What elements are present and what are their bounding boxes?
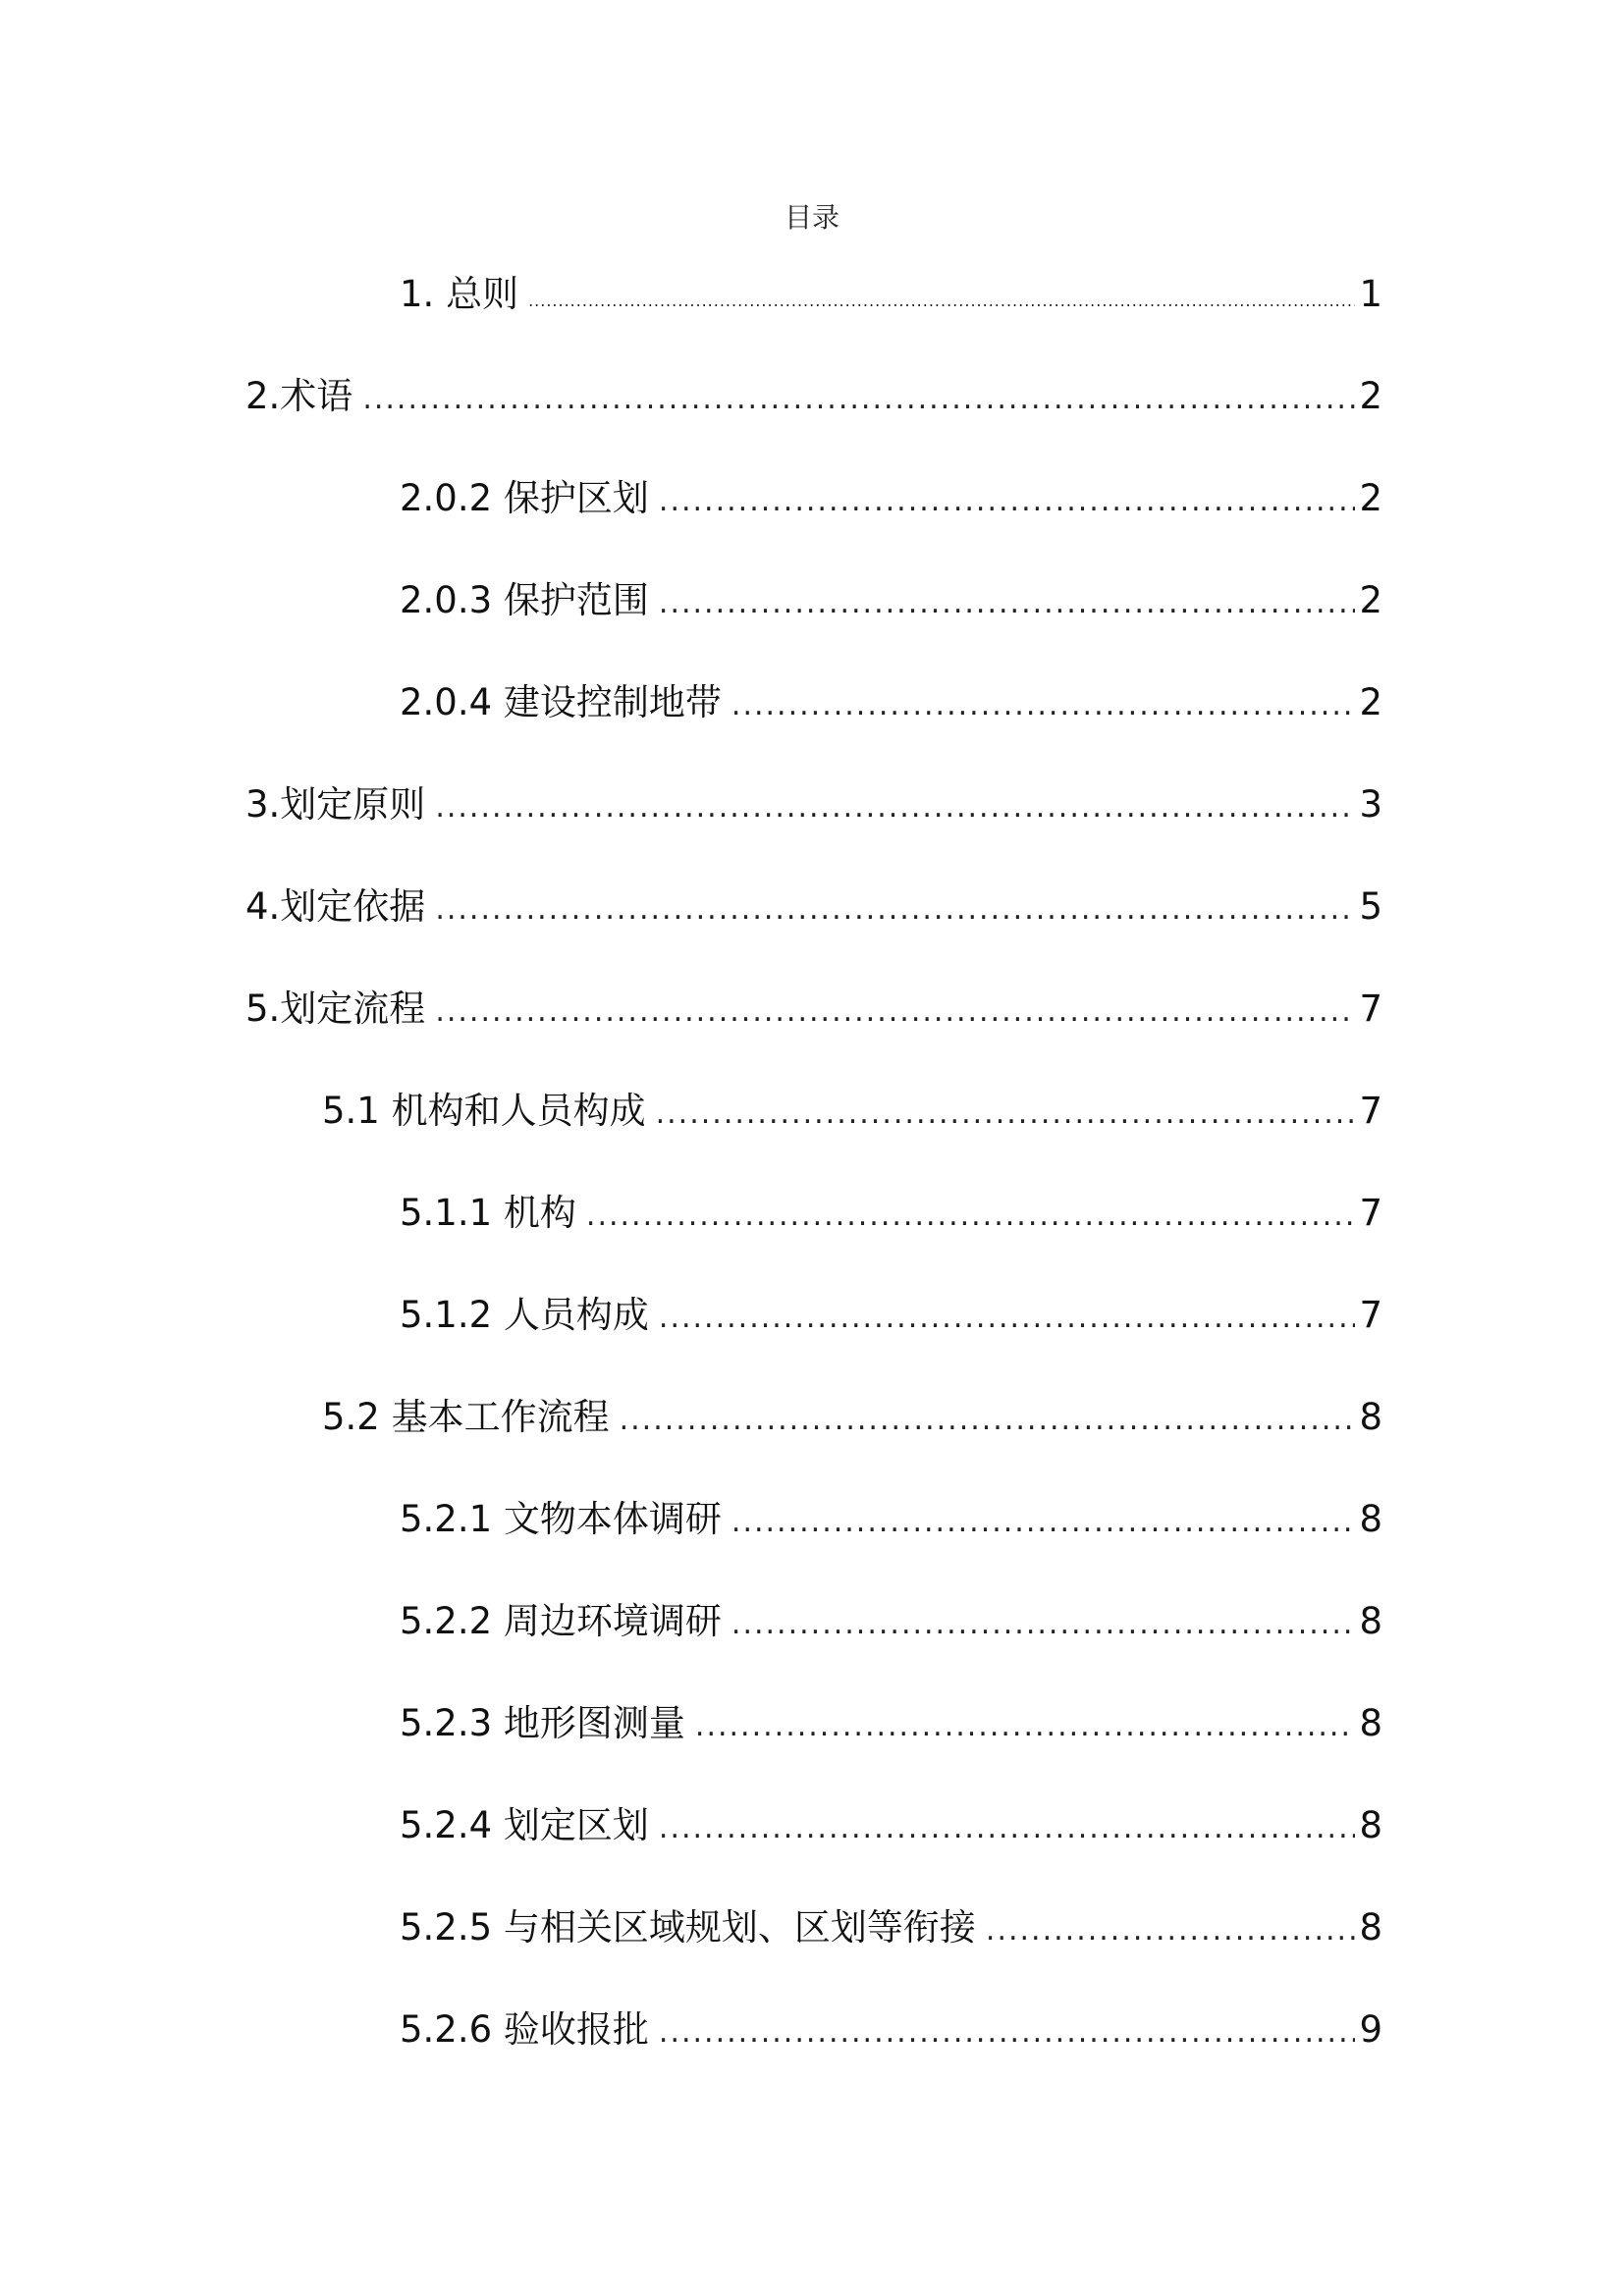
toc-entry-label: 2.0.2 保护区划 xyxy=(400,477,649,519)
toc-entry-page: 7 xyxy=(1359,988,1382,1030)
toc-entry-page: 8 xyxy=(1359,1600,1382,1642)
toc-entry-label: 5.2 基本工作流程 xyxy=(322,1396,610,1438)
toc-entry-page: 8 xyxy=(1359,1702,1382,1744)
toc-entry-page: 8 xyxy=(1359,1804,1382,1846)
toc-entry[interactable] xyxy=(400,571,1382,630)
toc-entry-page: 1 xyxy=(1359,273,1382,315)
toc-entry[interactable] xyxy=(400,1898,1382,1957)
toc-entry[interactable] xyxy=(245,980,1382,1039)
toc-entry-label: 5.1 机构和人员构成 xyxy=(322,1090,646,1132)
toc-entry-label: 2.0.3 保护范围 xyxy=(400,579,649,621)
toc-leader-dots xyxy=(731,676,1356,735)
toc-entry[interactable] xyxy=(400,2001,1382,2059)
toc-entry-label: 5.2.1 文物本体调研 xyxy=(400,1498,722,1540)
toc-leader-dots xyxy=(620,1391,1356,1450)
toc-entry-label: 5.划定流程 xyxy=(245,988,426,1030)
toc-leader-dots xyxy=(986,1901,1356,1960)
toc-entry[interactable] xyxy=(400,1286,1382,1345)
toc-entry-label: 5.2.3 地形图测量 xyxy=(400,1702,685,1744)
toc-entry-page: 2 xyxy=(1359,681,1382,723)
toc-entry-label: 5.2.2 周边环境调研 xyxy=(400,1600,722,1642)
toc-entry-label: 2.术语 xyxy=(245,375,353,417)
toc-leader-dots xyxy=(659,574,1356,633)
toc-leader-dots xyxy=(731,1493,1356,1552)
toc-entry-label: 1. 总则 xyxy=(400,273,519,315)
toc-leader-dots xyxy=(362,370,1355,429)
toc-entry[interactable] xyxy=(400,265,1382,324)
toc-entry-label: 4.划定依据 xyxy=(245,885,426,928)
toc-leader-dots xyxy=(586,1187,1356,1246)
toc-entry-label: 5.2.6 验收报批 xyxy=(400,2008,649,2051)
toc-leader-dots xyxy=(435,881,1355,939)
toc-entry-label: 5.2.5 与相关区域规划、区划等衔接 xyxy=(400,1906,976,1949)
toc-leader-dots xyxy=(659,472,1356,531)
toc-entry[interactable] xyxy=(245,878,1382,936)
toc-entry[interactable] xyxy=(400,1694,1382,1753)
toc-entry-label: 5.1.1 机构 xyxy=(400,1192,576,1234)
toc-entry-page: 7 xyxy=(1359,1294,1382,1336)
toc-leader-dots xyxy=(435,983,1355,1041)
toc-leader-dots xyxy=(659,1799,1356,1858)
toc-leader-dots xyxy=(656,1085,1356,1144)
toc-entry-label: 5.1.2 人员构成 xyxy=(400,1294,649,1336)
toc-entry-page: 8 xyxy=(1359,1396,1382,1438)
toc-leader-dots xyxy=(695,1697,1356,1756)
toc-entry[interactable] xyxy=(322,1388,1382,1447)
toc-entry[interactable] xyxy=(400,1796,1382,1855)
toc-entry-label: 3.划定原则 xyxy=(245,783,426,826)
toc-entry[interactable] xyxy=(245,775,1382,834)
toc-entry[interactable] xyxy=(400,469,1382,528)
toc-entry[interactable] xyxy=(245,367,1382,426)
toc-leader-dots xyxy=(659,1289,1356,1348)
toc-entry-label: 2.0.4 建设控制地带 xyxy=(400,681,722,723)
toc-entry-page: 3 xyxy=(1359,783,1382,826)
toc-leader-dots xyxy=(435,778,1355,837)
toc-title: 目录 xyxy=(784,201,839,234)
toc-leader-dots xyxy=(659,2003,1356,2062)
toc-entry-page: 2 xyxy=(1359,477,1382,519)
toc-entry-page: 2 xyxy=(1359,579,1382,621)
toc-entry-page: 9 xyxy=(1359,2008,1382,2051)
toc-entry[interactable] xyxy=(400,673,1382,732)
toc-entry-page: 7 xyxy=(1359,1192,1382,1234)
toc-entry-page: 8 xyxy=(1359,1906,1382,1949)
toc-leader-dots xyxy=(731,1595,1356,1654)
toc-leader-dots xyxy=(528,272,1355,331)
toc-entry[interactable] xyxy=(400,1592,1382,1651)
toc-entry-page: 5 xyxy=(1359,885,1382,928)
toc-entry[interactable] xyxy=(322,1082,1382,1141)
toc-entry-page: 2 xyxy=(1359,375,1382,417)
toc-entry[interactable] xyxy=(400,1184,1382,1243)
toc-entry-label: 5.2.4 划定区划 xyxy=(400,1804,649,1846)
toc-entry[interactable] xyxy=(400,1490,1382,1549)
toc-entry-page: 8 xyxy=(1359,1498,1382,1540)
toc-entry-page: 7 xyxy=(1359,1090,1382,1132)
